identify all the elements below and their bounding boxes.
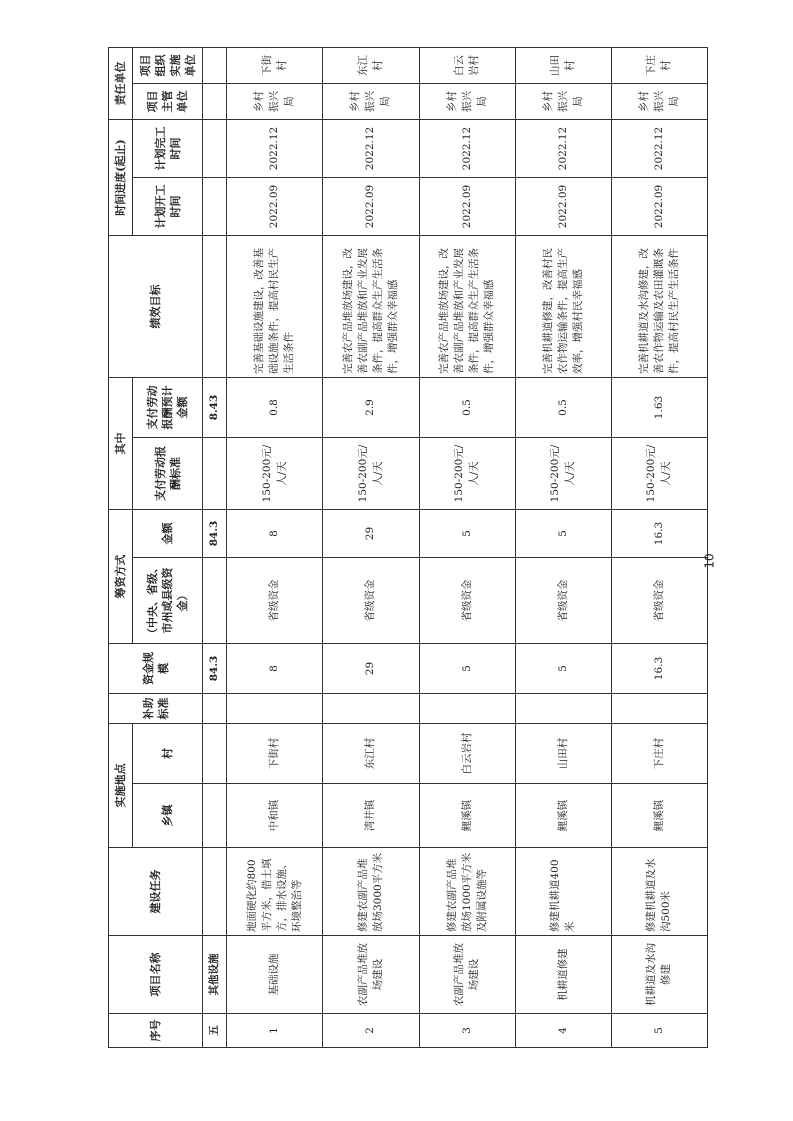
- rotated-page: [108, 48, 708, 1048]
- table-row: [611, 47, 707, 1047]
- table-row: [227, 47, 323, 1047]
- row-start: 2022.09: [227, 178, 323, 236]
- row-amount: 29: [323, 510, 419, 558]
- table-row: [515, 47, 611, 1047]
- row-supervisor: 乡村振兴局: [323, 83, 419, 119]
- row-fund-scale: 29: [323, 644, 419, 694]
- header-end: 计划完工时间: [133, 119, 203, 177]
- row-start: 2022.09: [515, 178, 611, 236]
- header-goal: 绩效目标: [109, 236, 203, 378]
- row-task: 地面硬化约800平方米，借土填方，排水设施、环境整治等: [227, 848, 323, 936]
- header-seq: 序号: [109, 1014, 203, 1048]
- header-start: 计划开工时间: [133, 178, 203, 236]
- row-goal: 完善基础设施建设，改善基础设施条件，提高村民生产生活条件: [227, 236, 323, 378]
- row-fund-scale: 8: [227, 644, 323, 694]
- row-supervisor: 乡村振兴局: [419, 83, 515, 119]
- header-labor-total: 支付劳动报酬预计金额: [133, 378, 203, 438]
- header-subsidy: 补助标准: [109, 694, 203, 724]
- row-fund-source: 省级资金: [515, 558, 611, 644]
- row-amount: 8: [227, 510, 323, 558]
- table-row: [323, 47, 419, 1047]
- row-fund-source: 省级资金: [227, 558, 323, 644]
- row-labor-total: 0.8: [227, 378, 323, 438]
- row-labor-standard: 150-200元/人/天: [611, 438, 707, 510]
- table-row: [419, 47, 515, 1047]
- section-fund-scale: 84.3: [203, 644, 227, 694]
- section-amount: 84.3: [203, 510, 227, 558]
- row-village: 下庄村: [611, 724, 707, 784]
- row-implementer: 山田村: [515, 47, 611, 83]
- row-township: 中和镇: [227, 784, 323, 848]
- row-supervisor: 乡村振兴局: [227, 83, 323, 119]
- row-task: 修建机耕道400米: [515, 848, 611, 936]
- header-funding-method: 筹资方式: [109, 510, 133, 644]
- row-subsidy: [515, 694, 611, 724]
- row-start: 2022.09: [323, 178, 419, 236]
- header-location: 实施地点: [109, 724, 133, 848]
- row-subsidy: [611, 694, 707, 724]
- row-name: 农副产品堆放场建设: [419, 936, 515, 1014]
- header-task: 建设任务: [109, 848, 203, 936]
- row-township: 湾井镇: [323, 784, 419, 848]
- row-amount: 5: [515, 510, 611, 558]
- header-schedule: 时间进度(起止): [109, 119, 133, 235]
- row-fund-source: 省级资金: [323, 558, 419, 644]
- row-task: 修建农副产品堆放场1000平方米及附属设施等: [419, 848, 515, 936]
- row-fund-scale: 5: [419, 644, 515, 694]
- row-end: 2022.12: [419, 119, 515, 177]
- row-end: 2022.12: [227, 119, 323, 177]
- row-village: 山田村: [515, 724, 611, 784]
- row-name: 机耕道修建: [515, 936, 611, 1014]
- row-fund-source: 省级资金: [419, 558, 515, 644]
- row-name: 基础设施: [227, 936, 323, 1014]
- row-amount: 5: [419, 510, 515, 558]
- section-name: 其他设施: [203, 936, 227, 1014]
- row-seq: 2: [323, 1014, 419, 1048]
- row-labor-standard: 150-200元/人/天: [419, 438, 515, 510]
- row-township: 鲤溪镇: [515, 784, 611, 848]
- row-fund-scale: 5: [515, 644, 611, 694]
- row-labor-standard: 150-200元/人/天: [515, 438, 611, 510]
- row-implementer: 下庄村: [611, 47, 707, 83]
- row-task: 修建农副产品堆放场3000平方米: [323, 848, 419, 936]
- row-seq: 3: [419, 1014, 515, 1048]
- row-township: 鲤溪镇: [611, 784, 707, 848]
- row-subsidy: [323, 694, 419, 724]
- row-labor-total: 2.9: [323, 378, 419, 438]
- row-subsidy: [227, 694, 323, 724]
- section-labor-total: 8.43: [203, 378, 227, 438]
- row-goal: 完善机耕道及水沟修建，改善农作物运输及农田灌溉条件，提高村民生产生活条件: [611, 236, 707, 378]
- row-village: 下街村: [227, 724, 323, 784]
- row-fund-source: 省级资金: [611, 558, 707, 644]
- row-labor-standard: 150-200元/人/天: [323, 438, 419, 510]
- row-supervisor: 乡村振兴局: [515, 83, 611, 119]
- header-name: 项目名称: [109, 936, 203, 1014]
- row-end: 2022.12: [323, 119, 419, 177]
- row-end: 2022.12: [515, 119, 611, 177]
- header-fund-source: （中央、省级、市州或县级资金）: [133, 558, 203, 644]
- header-responsible: 责任单位: [109, 47, 133, 119]
- header-labor-standard: 支付劳动报酬标准: [133, 438, 203, 510]
- row-seq: 4: [515, 1014, 611, 1048]
- row-start: 2022.09: [611, 178, 707, 236]
- page-number: 10: [702, 553, 717, 569]
- header-implementer: 项目组织实施单位: [133, 47, 203, 83]
- project-table: [108, 47, 708, 1048]
- row-end: 2022.12: [611, 119, 707, 177]
- row-labor-total: 0.5: [515, 378, 611, 438]
- header-village: 村: [133, 724, 203, 784]
- row-name: 农副产品堆放场建设: [323, 936, 419, 1014]
- section-seq: 五: [203, 1014, 227, 1048]
- row-goal: 完善农产品堆放场建设，改善农副产品堆放和产业发展条件，提高群众生产生活条件，增强群众幸福感: [419, 236, 515, 378]
- row-goal: 完善农产品堆放场建设，改善农副产品堆放和产业发展条件，提高群众生产生活条件，增强群众幸福感: [323, 236, 419, 378]
- row-implementer: 东江村: [323, 47, 419, 83]
- row-implementer: 白云岩村: [419, 47, 515, 83]
- row-subsidy: [419, 694, 515, 724]
- row-seq: 5: [611, 1014, 707, 1048]
- row-goal: 完善机耕道修建，改善村民农作物运输条件，提高生产效率，增强村民幸福感: [515, 236, 611, 378]
- row-labor-total: 0.5: [419, 378, 515, 438]
- row-township: 鲤溪镇: [419, 784, 515, 848]
- row-fund-scale: 16.3: [611, 644, 707, 694]
- header-among: 其中: [109, 378, 133, 510]
- row-task: 修建机耕道及水沟500米: [611, 848, 707, 936]
- row-supervisor: 乡村振兴局: [611, 83, 707, 119]
- row-seq: 1: [227, 1014, 323, 1048]
- row-name: 机耕道及水沟修建: [611, 936, 707, 1014]
- section-row: [203, 47, 227, 1047]
- row-labor-total: 1.63: [611, 378, 707, 438]
- row-village: 白云岩村: [419, 724, 515, 784]
- header-amount: 金额: [133, 510, 203, 558]
- header-fund-scale: 资金规模: [109, 644, 203, 694]
- header-supervisor: 项目主管单位: [133, 83, 203, 119]
- row-amount: 16.3: [611, 510, 707, 558]
- row-village: 东江村: [323, 724, 419, 784]
- row-start: 2022.09: [419, 178, 515, 236]
- header-township: 乡镇: [133, 784, 203, 848]
- row-labor-standard: 150-200元/人/天: [227, 438, 323, 510]
- row-implementer: 下街村: [227, 47, 323, 83]
